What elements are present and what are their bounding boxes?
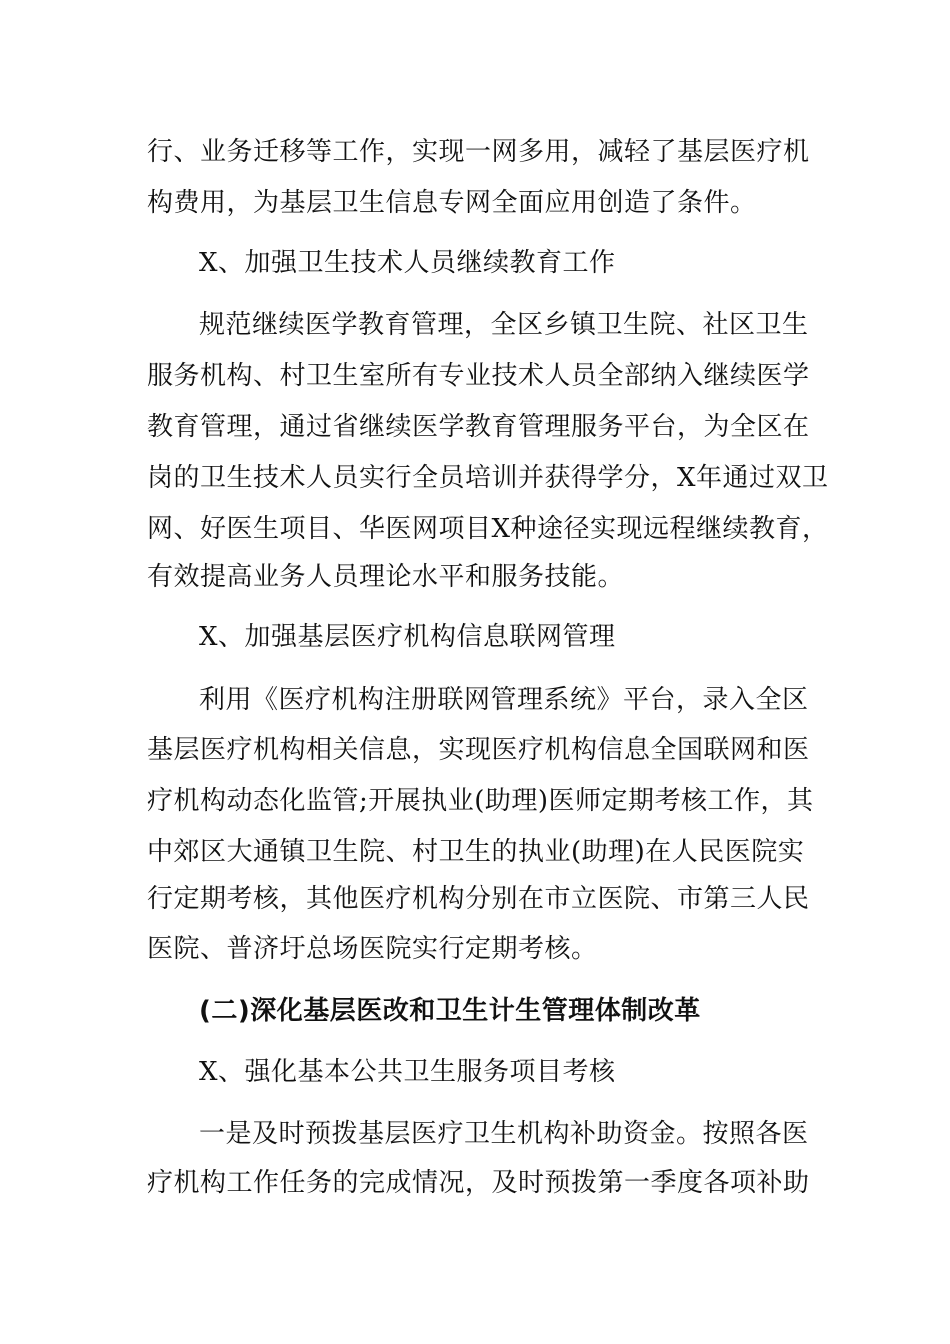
paragraph-line: 基层医疗机构相关信息，实现医疗机构信息全国联网和医 [147,735,810,765]
paragraph-line: 有效提高业务人员理论水平和服务技能。 [147,562,625,592]
paragraph-line: 中郊区大通镇卫生院、村卫生的执业(助理)在人民医院实 [147,837,805,867]
paragraph-line: 规范继续医学教育管理，全区乡镇卫生院、社区卫生 [199,310,809,340]
paragraph-line: 一是及时预拨基层医疗卫生机构补助资金。按照各医 [199,1119,809,1149]
paragraph-line: 医院、普济圩总场医院实行定期考核。 [147,934,598,964]
paragraph-line: 服务机构、村卫生室所有专业技术人员全部纳入继续医学 [147,361,810,391]
chapter-heading: (二)深化基层医改和卫生计生管理体制改革 [199,996,701,1026]
paragraph-line: 网、好医生项目、华医网项目X种途径实现远程继续教育， [147,514,829,544]
paragraph-line: 岗的卫生技术人员实行全员培训并获得学分，X年通过双卫 [147,463,829,493]
paragraph-line: 疗机构动态化监管;开展执业(助理)医师定期考核工作，其 [147,786,814,816]
paragraph-line: 构费用，为基层卫生信息专网全面应用创造了条件。 [147,188,757,218]
paragraph-line: 教育管理，通过省继续医学教育管理服务平台，为全区在 [147,412,810,442]
paragraph-line: 行、业务迁移等工作，实现一网多用，减轻了基层医疗机 [147,137,810,167]
paragraph-line: 利用《医疗机构注册联网管理系统》平台，录入全区 [199,685,809,715]
paragraph-line: 行定期考核，其他医疗机构分别在市立医院、市第三人民 [147,884,810,914]
section-heading: X、强化基本公共卫生服务项目考核 [199,1057,616,1087]
paragraph-line: 疗机构工作任务的完成情况，及时预拨第一季度各项补助 [147,1168,810,1198]
section-heading: X、加强卫生技术人员继续教育工作 [199,248,616,278]
section-heading: X、加强基层医疗机构信息联网管理 [199,622,616,652]
